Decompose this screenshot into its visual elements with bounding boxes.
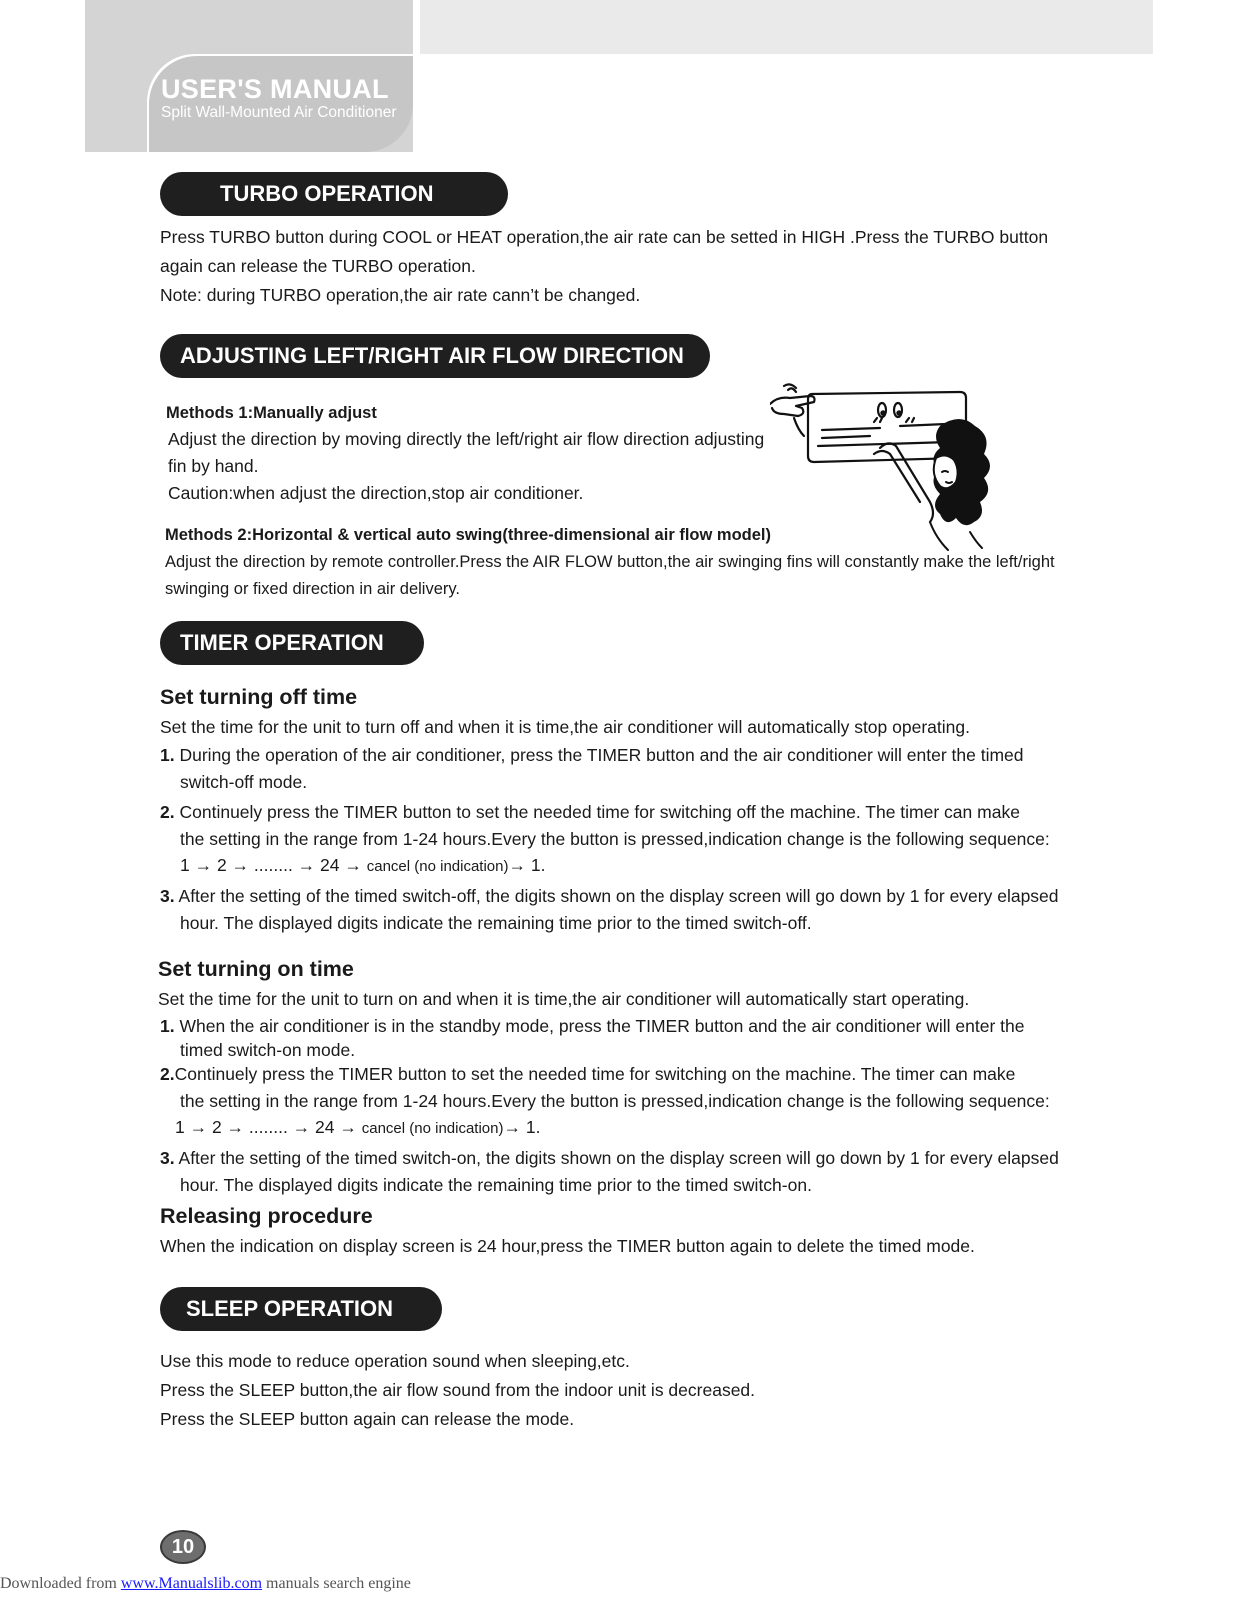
manual-subtitle: Split Wall-Mounted Air Conditioner bbox=[161, 104, 397, 121]
download-footer: Downloaded from www.Manualslib.com manuals search engine bbox=[0, 1575, 411, 1592]
section-heading-turbo: TURBO OPERATION bbox=[160, 172, 508, 216]
on-step-3-line-1: 3. After the setting of the timed switch-on, the digits shown on the display screen will go down by 1 for every elapsed bbox=[160, 1148, 1059, 1168]
person-adjusting-air-conditioner-icon bbox=[770, 382, 1010, 552]
on-step-3-line-2: hour. The displayed digits indicate the remaining time prior to the timed switch-on. bbox=[180, 1175, 812, 1195]
on-step-2-line-1: 2.Continuely press the TIMER button to set the needed time for switching on the machine. The timer can make bbox=[160, 1064, 1016, 1084]
method-2-title: Methods 2:Horizontal & vertical auto swing(three-dimensional air flow model) bbox=[165, 526, 771, 544]
off-step-1-line-2: switch-off mode. bbox=[180, 772, 308, 792]
manual-title: USER'S MANUAL bbox=[161, 74, 389, 104]
releasing-procedure-text: When the indication on display screen is 24 hour,press the TIMER button again to delete the timed mode. bbox=[160, 1236, 975, 1256]
sleep-line-3: Press the SLEEP button again can release the mode. bbox=[160, 1409, 575, 1429]
on-intro: Set the time for the unit to turn on and when it is time,the air conditioner will automatically start operating. bbox=[158, 989, 970, 1009]
method-2-line-2: swinging or fixed direction in air delivery. bbox=[165, 580, 460, 598]
off-intro: Set the time for the unit to turn off and when it is time,the air conditioner will automatically stop operating. bbox=[160, 717, 970, 737]
page-number-badge: 10 bbox=[160, 1530, 206, 1564]
sleep-line-2: Press the SLEEP button,the air flow sound from the indoor unit is decreased. bbox=[160, 1380, 756, 1400]
releasing-procedure-title: Releasing procedure bbox=[160, 1204, 373, 1228]
sleep-line-1: Use this mode to reduce operation sound when sleeping,etc. bbox=[160, 1351, 630, 1371]
method-1-caution: Caution:when adjust the direction,stop air conditioner. bbox=[168, 483, 584, 503]
on-step-1-line-2: timed switch-on mode. bbox=[180, 1040, 356, 1060]
off-timer-sequence: 1 → 2 → ........ → 24 → cancel (no indication)→ 1. bbox=[180, 855, 546, 875]
section-heading-sleep: SLEEP OPERATION bbox=[160, 1287, 442, 1331]
on-step-1-line-1: 1. When the air conditioner is in the standby mode, press the TIMER button and the air conditioner will enter the bbox=[160, 1016, 1025, 1036]
on-step-2-line-2: the setting in the range from 1-24 hours.Every the button is pressed,indication change is the following sequence: bbox=[180, 1091, 1050, 1111]
off-step-2-line-2: the setting in the range from 1-24 hours.Every the button is pressed,indication change is the following sequence: bbox=[180, 829, 1050, 849]
turbo-note: Note: during TURBO operation,the air rate cann’t be changed. bbox=[160, 285, 641, 305]
off-step-1-line-1: 1. During the operation of the air conditioner, press the TIMER button and the air conditioner will enter the timed bbox=[160, 745, 1024, 765]
on-timer-sequence: 1 → 2 → ........ → 24 → cancel (no indication)→ 1. bbox=[175, 1117, 541, 1137]
method-1-line-2: fin by hand. bbox=[168, 456, 259, 476]
manualslib-link[interactable]: www.Manualslib.com bbox=[120, 1575, 263, 1592]
section-heading-timer: TIMER OPERATION bbox=[160, 621, 424, 665]
set-turning-off-title: Set turning off time bbox=[160, 685, 358, 709]
off-step-2-line-1: 2. Continuely press the TIMER button to set the needed time for switching off the machine. The timer can make bbox=[160, 802, 1020, 822]
off-step-3-line-2: hour. The displayed digits indicate the remaining time prior to the timed switch-off. bbox=[180, 913, 812, 933]
off-step-3-line-1: 3. After the setting of the timed switch-off, the digits shown on the display screen will go down by 1 for every elapsed bbox=[160, 886, 1059, 906]
section-heading-airflow: ADJUSTING LEFT/RIGHT AIR FLOW DIRECTION bbox=[160, 334, 710, 378]
method-1-line-1: Adjust the direction by moving directly the left/right air flow direction adjusting bbox=[168, 429, 765, 449]
set-turning-on-title: Set turning on time bbox=[158, 957, 354, 981]
turbo-text-line-2: again can release the TURBO operation. bbox=[160, 256, 476, 276]
header-strip bbox=[420, 0, 1153, 54]
method-1-title: Methods 1:Manually adjust bbox=[166, 404, 377, 422]
method-2-line-1: Adjust the direction by remote controller.Press the AIR FLOW button,the air swinging fins will constantly make the left/right bbox=[165, 553, 1055, 571]
turbo-text-line-1: Press TURBO button during COOL or HEAT operation,the air rate can be setted in HIGH .Press the TURBO button bbox=[160, 227, 1049, 247]
